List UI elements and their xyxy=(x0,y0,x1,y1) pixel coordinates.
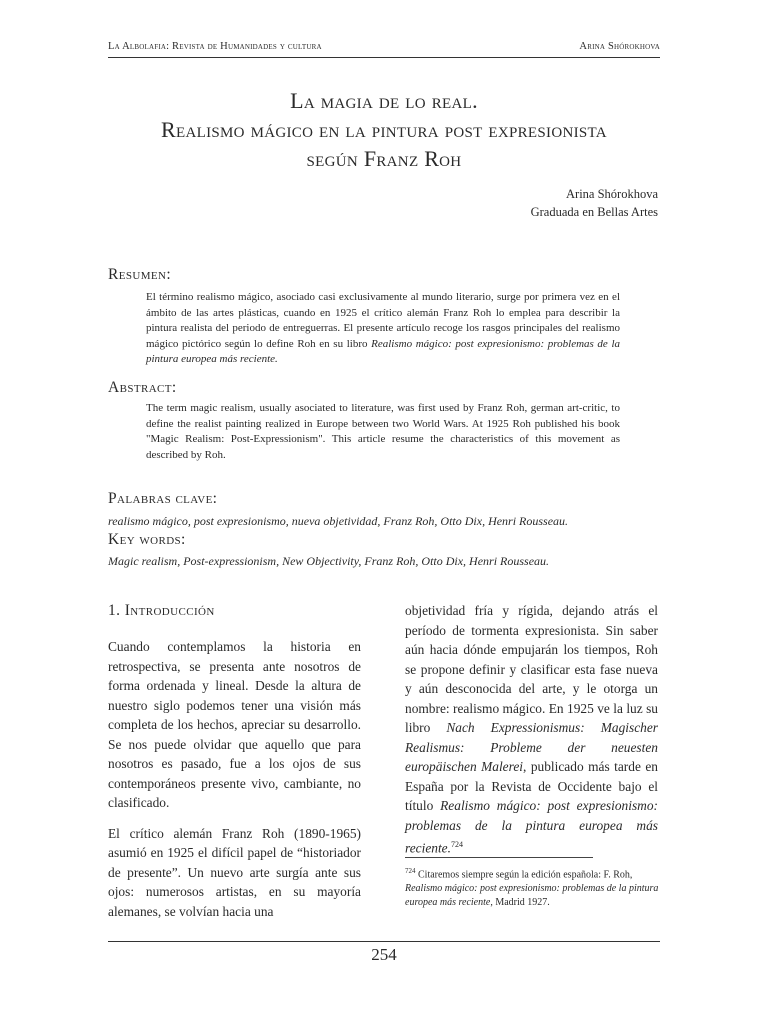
footnote xyxy=(405,864,660,910)
resumen-heading: Resumen: xyxy=(108,266,172,283)
footnote-reference[interactable]: 724 xyxy=(450,840,463,849)
right-column xyxy=(405,601,658,858)
author-affiliation: Graduada en Bellas Artes xyxy=(530,205,658,219)
footer-divider xyxy=(108,941,660,942)
title-line-3: según Franz Roh xyxy=(306,146,462,171)
footnote-divider xyxy=(405,857,593,858)
paragraph-3-text-a: objetividad fría y rígida, dejando atrás el período de tormenta expresionista. Sin saber aún hacia dónde empujarán los tiempos, Roh se propone definir y clasificar esta fase nueva y aún desconocida del arte, y le otorga un nombre: realismo mágico. En 1925 ve la luz su libro xyxy=(405,603,658,735)
author-name: Arina Shórokhova xyxy=(566,187,658,201)
journal-title: La Albolafia: Revista de Humanidades y cultura xyxy=(108,41,322,52)
spanish-book-title: Realismo mágico: post expresionismo: problemas de la pintura europea más reciente. xyxy=(405,798,658,856)
german-book-title: Nach Expressionismus: Magischer Realismus: Probleme der neuesten europäischen Malerei xyxy=(405,720,658,774)
title-line-1: La magia de lo real. xyxy=(290,88,478,113)
footnote-text-a: Citaremos siempre según la edición española: F. Roh, xyxy=(418,869,633,881)
left-column xyxy=(108,637,361,921)
abstract-heading: Abstract: xyxy=(108,379,177,396)
title-line-2: Realismo mágico en la pintura post expresionista xyxy=(161,117,607,142)
resumen-body: El término realismo mágico, asociado casi exclusivamente al mundo literario, surge por primera vez en el ámbito de las artes plásticas, cuando en 1925 el crítico alemán Franz Roh lo emplea para describir la pintura realista del periodo de entreguerras. El presente artículo recoge los rasgos principales del realismo mágico pictórico según lo define Roh en su libro xyxy=(146,291,620,350)
resumen-book-title: Realismo mágico: post expresionismo: problemas de la pintura europea más reciente. xyxy=(146,337,620,365)
abstract-text: The term magic realism, usually asociated to literature, was first used by Franz Roh, german art-critic, to define the realist painting realized in Europe between two World Wars. At 1925 Roh published his book "Magic Realism: Post-Expressionism". This article resume the characteristics of this movement as described by Roh. xyxy=(146,402,620,461)
page-number: 254 xyxy=(371,945,397,964)
article-title xyxy=(108,86,660,173)
footnote-number: 724 xyxy=(405,867,416,875)
header-divider xyxy=(108,57,660,58)
section-heading-introduccion: 1. Introducción xyxy=(108,602,215,619)
footnote-book-title: Realismo mágico: post expresionismo: problemas de la pintura europea más reciente xyxy=(405,883,659,909)
resumen-text xyxy=(146,290,620,368)
intro-paragraph-1: Cuando contemplamos la historia en retrospectiva, se presenta ante nosotros de forma ordenada y lineal. Desde la altura de nuestro siglo podemos tener una visión más completa de los hechos, apreciar su desarrollo. Se nos puede olvidar que aquello que para nosotros es pasado, fue a los ojos de sus contemporáneos presente vivo, cambiante, no clasificado. xyxy=(108,639,361,810)
footnote-text-b: , Madrid 1927. xyxy=(490,897,550,909)
key-words-list: Magic realism, Post-expressionism, New Objectivity, Franz Roh, Otto Dix, Henri Rousseau. xyxy=(108,554,550,568)
intro-paragraph-3 xyxy=(405,601,658,858)
intro-paragraph-2: El crítico alemán Franz Roh (1890-1965) asumió en 1925 el difícil papel de “historiador de presente”. Un nuevo arte surgía ante sus ojos: numerosos artistas, en su mayoría alemanes, se volvían hacia una xyxy=(108,825,361,919)
byline xyxy=(380,185,658,221)
running-header xyxy=(108,41,660,52)
paragraph-3-text-b: , publicado más tarde en España por la Revista de Occidente bajo el título xyxy=(405,759,659,813)
palabras-clave-list: realismo mágico, post expresionismo, nueva objetividad, Franz Roh, Otto Dix, Henri Rousseau. xyxy=(108,514,569,528)
running-author: Arina Shórokhova xyxy=(579,41,660,52)
key-words-heading: Key words: xyxy=(108,531,186,548)
palabras-clave-heading: Palabras clave: xyxy=(108,490,218,507)
